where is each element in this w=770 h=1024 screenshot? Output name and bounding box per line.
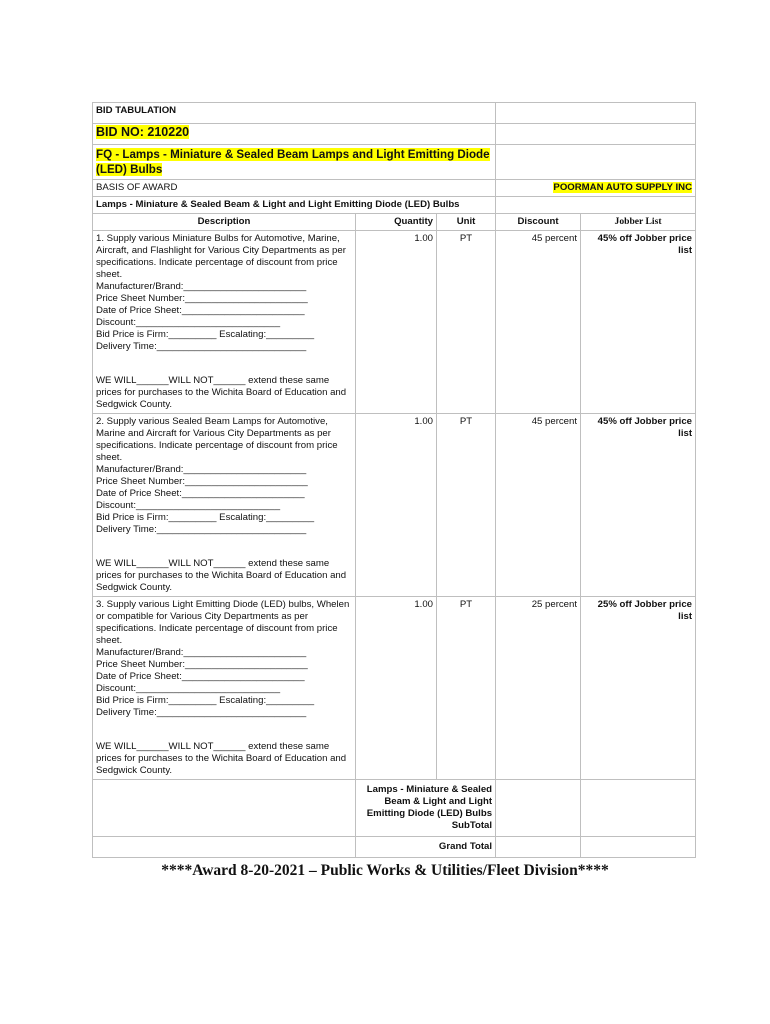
category-title: Lamps - Miniature & Sealed Beam & Light and Light Emitting Diode (LED) Bulbs — [93, 197, 496, 214]
delivery-line: Delivery Time:____________________________ — [96, 524, 307, 535]
item-unit: PT — [437, 231, 496, 414]
bid-tabulation-table — [92, 102, 696, 858]
item-description: 1. Supply various Miniature Bulbs for Automotive, Marine, Aircraft, and Flashlight for Various City Departments as per specifications. Indicate percentage of discount from price sheet. — [96, 233, 346, 280]
discount-line: Discount:___________________________ — [96, 683, 281, 694]
manufacturer-line: Manufacturer/Brand:_______________________ — [96, 281, 307, 292]
price-sheet-date-line: Date of Price Sheet:_______________________ — [96, 305, 305, 316]
basis-of-award: BASIS OF AWARD — [93, 180, 496, 197]
manufacturer-line: Manufacturer/Brand:_______________________ — [96, 464, 307, 475]
extend-prices-note: WE WILL______WILL NOT______ extend these same prices for purchases to the Wichita Board of Education and Sedgwick County. — [96, 375, 347, 410]
column-unit: Unit — [437, 214, 496, 231]
item-unit: PT — [437, 414, 496, 597]
subtotal-label: Lamps - Miniature & Sealed Beam & Light and Light Emitting Diode (LED) Bulbs SubTotal — [356, 780, 496, 837]
extend-prices-note: WE WILL______WILL NOT______ extend these same prices for purchases to the Wichita Board of Education and Sedgwick County. — [96, 558, 347, 593]
item-discount: 45 percent — [496, 231, 581, 414]
price-sheet-number-line: Price Sheet Number:_______________________ — [96, 293, 308, 304]
price-sheet-number-line: Price Sheet Number:_______________________ — [96, 659, 308, 670]
item-quantity: 1.00 — [356, 597, 437, 780]
item-discount: 25 percent — [496, 597, 581, 780]
item-description: 2. Supply various Sealed Beam Lamps for Automotive, Marine and Aircraft for Various City Departments as per specifications. Indicate percentage of discount from price sheet. — [96, 416, 338, 463]
grand-total-label: Grand Total — [356, 837, 496, 858]
column-jobber: Jobber List — [581, 214, 696, 231]
delivery-line: Delivery Time:____________________________ — [96, 707, 307, 718]
delivery-line: Delivery Time:____________________________ — [96, 341, 307, 352]
vendor-name: POORMAN AUTO SUPPLY INC — [553, 182, 693, 193]
item-unit: PT — [437, 597, 496, 780]
discount-line: Discount:___________________________ — [96, 500, 281, 511]
item-quantity: 1.00 — [356, 414, 437, 597]
price-sheet-date-line: Date of Price Sheet:_______________________ — [96, 671, 305, 682]
item-description: 3. Supply various Light Emitting Diode (LED) bulbs, Whelen or compatible for Various City Departments as per specifications. Indicate percentage of discount from price sheet. — [96, 599, 350, 646]
item-discount: 45 percent — [496, 414, 581, 597]
bid-number: BID NO: 210220 — [96, 125, 190, 139]
item-jobber: 25% off Jobber price list — [581, 597, 696, 780]
bid-price-line: Bid Price is Firm:_________ Escalating:_________ — [96, 329, 315, 340]
item-quantity: 1.00 — [356, 231, 437, 414]
table-row — [93, 597, 696, 780]
table-row — [93, 414, 696, 597]
bid-price-line: Bid Price is Firm:_________ Escalating:_________ — [96, 695, 315, 706]
manufacturer-line: Manufacturer/Brand:_______________________ — [96, 647, 307, 658]
item-jobber: 45% off Jobber price list — [581, 231, 696, 414]
discount-line: Discount:___________________________ — [96, 317, 281, 328]
column-description: Description — [93, 214, 356, 231]
price-sheet-date-line: Date of Price Sheet:_______________________ — [96, 488, 305, 499]
table-row — [93, 231, 696, 414]
column-quantity: Quantity — [356, 214, 437, 231]
award-note: ****Award 8-20-2021 – Public Works & Utilities/Fleet Division**** — [161, 862, 609, 879]
column-discount: Discount — [496, 214, 581, 231]
extend-prices-note: WE WILL______WILL NOT______ extend these same prices for purchases to the Wichita Board of Education and Sedgwick County. — [96, 741, 347, 776]
item-jobber: 45% off Jobber price list — [581, 414, 696, 597]
bid-price-line: Bid Price is Firm:_________ Escalating:_________ — [96, 512, 315, 523]
price-sheet-number-line: Price Sheet Number:_______________________ — [96, 476, 308, 487]
bid-title: FQ - Lamps - Miniature & Sealed Beam Lamps and Light Emitting Diode (LED) Bulbs — [96, 148, 490, 176]
bid-tabulation-header: BID TABULATION — [93, 103, 496, 124]
